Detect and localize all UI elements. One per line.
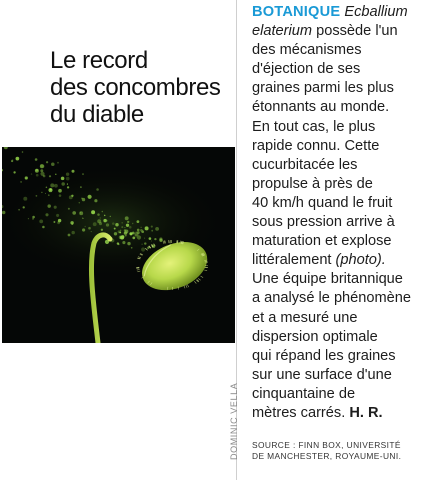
seed-droplet	[51, 162, 55, 166]
seed-droplet	[46, 161, 48, 163]
seed-droplet	[101, 229, 103, 231]
body-line	[252, 22, 432, 41]
seed-droplet	[45, 213, 48, 216]
seed-droplet	[159, 237, 162, 240]
seed-droplet	[50, 183, 54, 187]
seed-droplet	[35, 169, 38, 172]
seed-droplet	[12, 159, 14, 161]
seed-droplet	[124, 229, 128, 233]
seed-droplet	[53, 221, 55, 223]
body-text-fragment: littéralement	[252, 252, 336, 269]
article-body	[252, 3, 432, 423]
source-line: DE MANCHESTER, ROYAUME-UNI.	[252, 451, 402, 461]
seed-droplet	[141, 230, 144, 233]
seed-droplet	[28, 218, 29, 219]
seed-droplet	[23, 197, 27, 201]
seed-droplet	[67, 186, 69, 188]
seed-droplet	[144, 238, 145, 239]
seed-droplet	[45, 193, 46, 194]
seed-droplet	[129, 226, 132, 229]
headline-line: du diable	[50, 101, 144, 128]
seed-droplet	[145, 226, 149, 230]
seed-droplet	[61, 177, 65, 181]
body-line: propulse à près de	[252, 175, 373, 192]
body-line: qui répand les graines	[252, 347, 396, 364]
body-line	[252, 3, 432, 22]
seed-droplet	[83, 218, 84, 219]
seed-droplet	[66, 172, 69, 175]
seed-droplet	[49, 188, 51, 190]
seed-droplet	[121, 222, 123, 224]
body-line: étonnants au monde.	[252, 99, 390, 116]
body-line: et a mesuré une	[252, 309, 358, 326]
body-line: rapide connu. Cette	[252, 137, 380, 154]
seed-droplet	[13, 171, 15, 173]
seed-droplet	[141, 227, 142, 228]
body-line: d'éjection de ses	[252, 61, 361, 78]
seed-droplet	[131, 247, 133, 249]
seed-droplet	[126, 224, 129, 227]
seed-droplet	[88, 195, 92, 199]
seed-droplet	[151, 240, 152, 241]
seed-droplet	[32, 218, 33, 219]
seed-droplet	[121, 235, 124, 238]
squirting-cucumber-photo	[2, 147, 235, 343]
seed-droplet	[82, 173, 84, 175]
seed-droplet	[96, 188, 99, 191]
body-line: sous pression arrive à	[252, 214, 395, 231]
seed-droplet	[2, 211, 5, 214]
seed-droplet	[106, 220, 108, 222]
seed-droplet	[66, 177, 70, 181]
seed-droplet	[125, 235, 127, 237]
seed-droplet	[47, 204, 50, 207]
seed-droplet	[137, 220, 140, 223]
seed-droplet	[142, 244, 143, 245]
seed-droplet	[35, 158, 38, 161]
body-line: En tout cas, le plus	[252, 118, 376, 135]
seed-droplet	[68, 234, 71, 237]
seed-droplet	[151, 226, 153, 228]
seed-droplet	[80, 186, 82, 188]
body-line: cinquantaine de	[252, 385, 356, 402]
seed-droplet	[32, 216, 35, 219]
seed-droplet	[36, 195, 38, 197]
seed-droplet	[25, 176, 28, 179]
seed-droplet	[39, 219, 43, 223]
seed-droplet	[71, 170, 74, 173]
seed-droplet	[121, 226, 123, 228]
seed-droplet	[127, 242, 130, 245]
seed-droplet	[102, 211, 104, 213]
seed-droplet	[118, 243, 120, 245]
seed-droplet	[56, 214, 59, 217]
seed-droplet	[57, 162, 59, 164]
seed-droplet	[67, 184, 68, 185]
body-line: sur une surface d'une	[252, 366, 392, 383]
seed-droplet	[41, 192, 42, 193]
seed-droplet	[40, 169, 43, 172]
seed-droplet	[70, 221, 73, 224]
seed-droplet	[104, 215, 106, 217]
seed-droplet	[58, 189, 62, 193]
seed-droplet	[49, 175, 51, 177]
seed-droplet	[79, 211, 83, 215]
body-text-fragment: mètres carrés.	[252, 404, 346, 421]
seed-droplet	[114, 228, 116, 230]
seed-droplet	[149, 237, 152, 240]
body-text-fragment: possède l'un	[316, 23, 398, 40]
seed-droplet	[144, 242, 146, 244]
seed-droplet	[94, 199, 97, 202]
body-line	[252, 404, 432, 423]
seed-droplet	[99, 222, 102, 225]
seed-droplet	[43, 175, 46, 178]
seed-droplet	[71, 195, 73, 197]
seed-droplet	[119, 231, 121, 233]
headline-line: des concombres	[50, 74, 221, 101]
seed-droplet	[88, 227, 91, 230]
seed-droplet	[122, 241, 125, 244]
body-line: graines parmi les plus	[252, 80, 394, 97]
body-line: Une équipe britannique	[252, 271, 403, 288]
seed-droplet	[71, 231, 74, 234]
seed-droplet	[36, 174, 39, 177]
seed-droplet	[97, 213, 100, 216]
seed-droplet	[54, 184, 58, 188]
seed-droplet	[127, 221, 129, 223]
body-line: a analysé le phénomène	[252, 290, 412, 307]
seed-droplet	[100, 217, 101, 218]
body-line	[252, 251, 432, 270]
seed-droplet	[91, 231, 92, 232]
seed-droplet	[20, 181, 22, 183]
seed-droplet	[84, 226, 86, 228]
seed-droplet	[61, 182, 64, 185]
seed-droplet	[124, 227, 125, 228]
headline	[50, 47, 235, 128]
seed-droplet	[141, 247, 145, 251]
seed-droplet	[68, 208, 70, 210]
seed-droplet	[155, 227, 159, 231]
seed-droplet	[114, 232, 117, 235]
seed-droplet	[82, 228, 85, 231]
seed-droplet	[110, 216, 111, 217]
seed-droplet	[125, 216, 129, 220]
source-line: SOURCE : FINN BOX, UNIVERSITÉ	[252, 440, 401, 450]
seed-droplet	[18, 209, 20, 211]
seed-droplet	[42, 226, 45, 229]
section-kicker: BOTANIQUE	[252, 4, 341, 20]
seed-droplet	[154, 238, 156, 240]
seed-droplet	[120, 230, 121, 231]
species-name-part: Ecballium	[344, 4, 408, 20]
seed-droplet	[112, 222, 115, 225]
seed-droplet	[54, 206, 57, 209]
seed-droplet	[132, 232, 135, 235]
body-line: maturation et explose	[252, 233, 392, 250]
seed-droplet	[93, 222, 97, 226]
body-line: cucurbitacée les	[252, 156, 358, 173]
seed-droplet	[16, 157, 20, 161]
headline-line: Le record	[50, 47, 148, 74]
seed-droplet	[115, 223, 118, 226]
body-line: dispersion optimale	[252, 328, 378, 345]
seed-droplet	[31, 173, 32, 174]
seed-droplet	[80, 212, 81, 213]
seed-droplet	[48, 194, 50, 196]
seed-droplet	[137, 229, 140, 232]
seed-droplet	[134, 232, 138, 236]
seed-droplet	[132, 223, 133, 224]
seed-droplet	[106, 223, 109, 226]
seed-droplet	[40, 164, 44, 168]
seed-droplet	[82, 198, 85, 201]
seed-droplet	[55, 174, 56, 175]
seed-droplet	[72, 211, 76, 215]
photo-reference: (photo).	[335, 252, 386, 269]
seed-droplet	[91, 210, 95, 214]
seed-droplet	[58, 220, 60, 222]
species-name-part: elaterium	[252, 23, 313, 40]
seed-droplet	[151, 230, 153, 232]
author-initials: H. R.	[349, 404, 383, 421]
seed-droplet	[22, 151, 24, 153]
body-line: des mécanismes	[252, 42, 362, 59]
source-note	[252, 440, 434, 462]
photo-illustration	[2, 147, 235, 343]
seed-droplet	[46, 187, 48, 189]
seed-droplet	[79, 202, 80, 203]
seed-droplet	[59, 194, 62, 197]
body-line: 40 km/h quand le fruit	[252, 194, 393, 211]
photo-credit: DOMINIC VELLA	[229, 382, 239, 460]
seed-droplet	[23, 206, 25, 208]
seed-droplet	[132, 237, 135, 240]
